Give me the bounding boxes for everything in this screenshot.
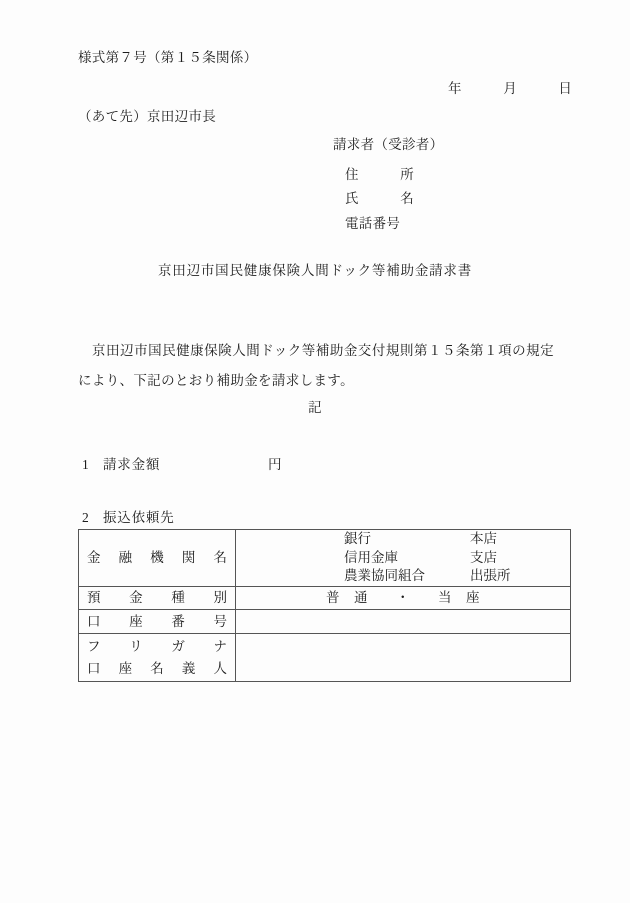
branch-kind-option[interactable]: 支店: [470, 549, 497, 565]
label-char: 融: [118, 550, 133, 565]
label-char: フ: [87, 638, 101, 654]
label-char: 口: [87, 660, 101, 676]
label-char: 金: [129, 590, 143, 605]
body-paragraph: [78, 336, 554, 396]
value-account-holder[interactable]: [236, 634, 571, 682]
item-2-number: 2: [82, 510, 90, 525]
label-char: 金: [87, 550, 101, 565]
branch-kind-option[interactable]: 出張所: [470, 568, 511, 584]
label-furigana-chars: [87, 636, 227, 658]
label-financial-institution: [79, 530, 236, 587]
institution-option-row[interactable]: [344, 530, 570, 549]
institution-kind-option[interactable]: 信用金庫: [344, 549, 398, 565]
label-deposit-type-chars: [87, 587, 227, 609]
label-char: 人: [213, 660, 227, 676]
label-char: 種: [171, 590, 185, 605]
claimant-heading: 請求者（受診者）: [333, 137, 444, 152]
item-1-number: 1: [82, 457, 90, 472]
label-char: 関: [181, 550, 196, 565]
table-row-account-holder: [79, 634, 571, 682]
branch-kind-option[interactable]: 本店: [470, 531, 497, 547]
label-char: 号: [213, 613, 227, 629]
label-account-number: [79, 610, 236, 634]
label-account-holder-chars: [87, 658, 227, 680]
table-row-account-number: [79, 610, 571, 634]
item-1-currency-unit: 円: [268, 457, 282, 472]
label-char: 預: [87, 590, 101, 605]
claimant-address-label: 住 所: [345, 167, 414, 182]
value-account-number[interactable]: [236, 610, 571, 634]
body-paragraph-line-1: 京田辺市国民健康保険人間ドック等補助金交付規則第１５条第１項の規定に: [78, 343, 554, 388]
body-paragraph-line-2: より、下記のとおり補助金を請求します。: [91, 373, 354, 388]
label-char: ガ: [171, 638, 185, 654]
document-title: 京田辺市国民健康保険人間ドック等補助金請求書: [157, 263, 473, 278]
label-char: 義: [181, 660, 196, 676]
claimant-name-label: 氏 名: [345, 191, 414, 206]
label-char: 機: [150, 550, 164, 565]
institution-kind-option[interactable]: 銀行: [344, 531, 371, 547]
label-financial-institution-chars: [87, 547, 227, 569]
date-line: 年 月 日: [448, 81, 573, 96]
label-char: 座: [118, 660, 133, 676]
label-account-number-chars: [87, 611, 227, 633]
institution-option-row[interactable]: [344, 567, 570, 586]
ki-marker: 記: [308, 400, 322, 415]
label-char: 名: [150, 660, 164, 676]
financial-institution-options[interactable]: [236, 530, 570, 586]
deposit-type-options[interactable]: 普 通 ・ 当 座: [326, 590, 480, 605]
addressee-line: （あて先）京田辺市長: [78, 109, 216, 124]
label-char: 番: [171, 613, 185, 629]
claimant-phone-label: 電話番号: [345, 216, 401, 231]
institution-kind-option[interactable]: 農業協同組合: [344, 568, 425, 584]
label-deposit-type: [79, 587, 236, 610]
label-char: 口: [87, 613, 101, 629]
table-row-deposit-type: [79, 587, 571, 610]
label-char: 座: [129, 613, 143, 629]
institution-option-row[interactable]: [344, 549, 570, 568]
label-char: ナ: [213, 638, 227, 654]
value-deposit-type[interactable]: [236, 587, 571, 610]
label-char: 別: [213, 590, 227, 605]
item-2-label: 振込依頼先: [103, 510, 175, 525]
label-char: 名: [213, 550, 227, 565]
label-account-holder: [79, 634, 236, 682]
table-row-financial-institution: [79, 530, 571, 587]
bank-transfer-table: [78, 529, 571, 682]
value-financial-institution[interactable]: [236, 530, 571, 587]
label-char: リ: [129, 638, 143, 654]
item-1-label: 請求金額: [103, 457, 161, 472]
form-number: 様式第７号（第１５条関係）: [78, 50, 258, 65]
